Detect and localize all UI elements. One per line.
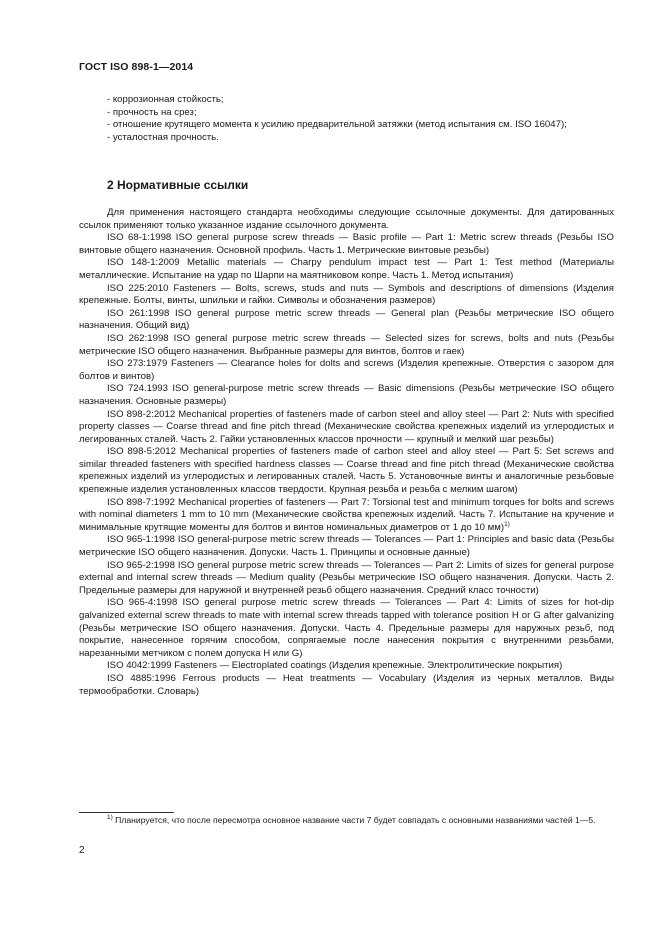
footnote-marker[interactable]: 1)	[504, 520, 510, 528]
reference-item: ISO 965-4:1998 ISO general purpose metric screw threads — Tolerances — Part 4: Limits of sizes for hot-dip galvanized external screw threads to mate with internal screw threads tapped with tolerance position H or G after galvanizing (Резьбы метрические ISO общего назначения. Допуски. Часть 4. Предельные размеры для наружных резьб, под покрытие, нанесенное горячим способом, сопрягаемые после нанесения покрытия с внутренними резьбами, нарезанными метчиком с полем допуска Н или G)	[79, 597, 614, 659]
page-number: 2	[79, 845, 85, 856]
list-item: - коррозионная стойкость;	[107, 94, 224, 105]
footnote-marker: 1)	[107, 814, 113, 821]
list-item: - усталостная прочность.	[107, 131, 219, 143]
reference-item-with-footnote	[79, 497, 614, 535]
reference-item: ISO 261:1998 ISO general purpose metric screw threads — General plan (Резьбы метрические ISO общего назначения. Общий вид)	[79, 307, 614, 332]
section-intro: Для применения настоящего стандарта необходимы следующие ссылочные документы. Для датированных ссылок применяют только указанное издание ссылочного документа.	[79, 207, 614, 231]
reference-item: ISO 4885:1996 Ferrous products — Heat treatments — Vocabulary (Изделия из черных металлов. Виды термообработки. Словарь)	[79, 672, 614, 697]
footnote-text: Планируется, что после пересмотра основное название части 7 будет совпадать с основными названиями частей 1—5.	[115, 815, 596, 825]
reference-item: ISO 965-1:1998 ISO general-purpose metric screw threads — Tolerances — Part 1: Principles and basic data (Резьбы метрические ISO общего назначения. Допуски. Часть 1. Принципы и основные данные)	[79, 534, 614, 559]
reference-item: ISO 4042:1999 Fasteners — Electroplated coatings (Изделия крепежные. Электролитические покрытия)	[107, 660, 563, 672]
reference-item: ISO 262:1998 ISO general purpose metric screw threads — Selected sizes for screws, bolts and nuts (Резьбы метрические ISO общего назначения. Выбранные размеры для винтов, болтов и гаек)	[79, 332, 614, 357]
property-list	[79, 94, 614, 144]
footnote-paragraph	[79, 815, 614, 826]
footnote-divider	[79, 812, 174, 813]
reference-item: ISO 148-1:2009 Metallic materials — Charpy pendulum impact test — Part 1: Test method (Материалы металлические. Испытание на удар по Шарпи на маятниковом копре. Часть 1. Метод испытания)	[79, 257, 614, 281]
section-title: 2 Нормативные ссылки	[107, 178, 249, 192]
reference-item: ISO 724.1993 ISO general-purpose metric screw threads — Basic dimensions (Резьбы метрические ISO общего назначения. Основные размеры)	[79, 383, 614, 407]
reference-text: ISO 898-7:1992 Mechanical properties of fasteners — Part 7: Torsional test and minimum torques for bolts and screws with nominal diameters 1 mm to 10 mm (Механические свойства крепежных изделий. Часть 7. Испытание на кручение и минимальные крутящие моменты для болтов и винтов номинальных диаметров от 1 до 10 мм)	[79, 496, 614, 533]
references-section	[79, 207, 614, 698]
list-item: - отношение крутящего момента к усилию предварительной затяжки (метод испытания см. ISO 16047);	[107, 119, 567, 131]
reference-item: ISO 273:1979 Fasteners — Clearance holes for dolts and screws (Изделия крепежные. Отверстия с зазором для болтов и винтов)	[79, 358, 614, 382]
footnote	[79, 815, 614, 826]
document-header: ГОСТ ISO 898-1—2014	[79, 61, 194, 73]
reference-item: ISO 225:2010 Fasteners — Bolts, screws, studs and nuts — Symbols and descriptions of dimensions (Изделия крепежные. Болты, винты, шпильки и гайки. Символы и обозначения размеров)	[79, 282, 614, 307]
reference-item: ISO 898-2:2012 Mechanical properties of fasteners made of carbon steel and alloy steel — Part 2: Nuts with specified property classes — Coarse thread and fine pitch thread (Механические свойства крепежных изделий из углеродистых и легированных сталей. Часть 2. Гайки установленных классов прочности — крупный и мелкий шаг резьбы)	[79, 408, 614, 445]
reference-item: ISO 965-2:1998 ISO general purpose metric screw threads — Tolerances — Part 2: Limits of sizes for general purpose external and internal screw threads — Medium quality (Резьбы метрические ISO общего назначения. Допуски. Часть 2. Предельные размеры для наружной и внутренней резьб общего назначения. Средний класс точности)	[79, 559, 614, 596]
list-item: - прочность на срез;	[107, 106, 197, 118]
reference-item: ISO 898-5:2012 Mechanical properties of fasteners made of carbon steel and alloy steel — Part 5: Set screws and similar threaded fasteners with specified hardness classes — Coarse thread and fine pitch thread (Механические свойства крепежных изделий из углеродистых и легированных сталей. Часть 5. Установочные винты и аналогичные резьбовые крепежные изделия установленных классов твердости. Крупная резьба и резьба с мелким шагом)	[79, 446, 614, 496]
reference-item: ISO 68-1:1998 ISO general purpose screw threads — Basic profile — Part 1: Metric screw threads (Резьбы ISO винтовые общего назначения. Основной профиль. Часть 1. Метрические винтовые резьбы)	[79, 232, 614, 256]
